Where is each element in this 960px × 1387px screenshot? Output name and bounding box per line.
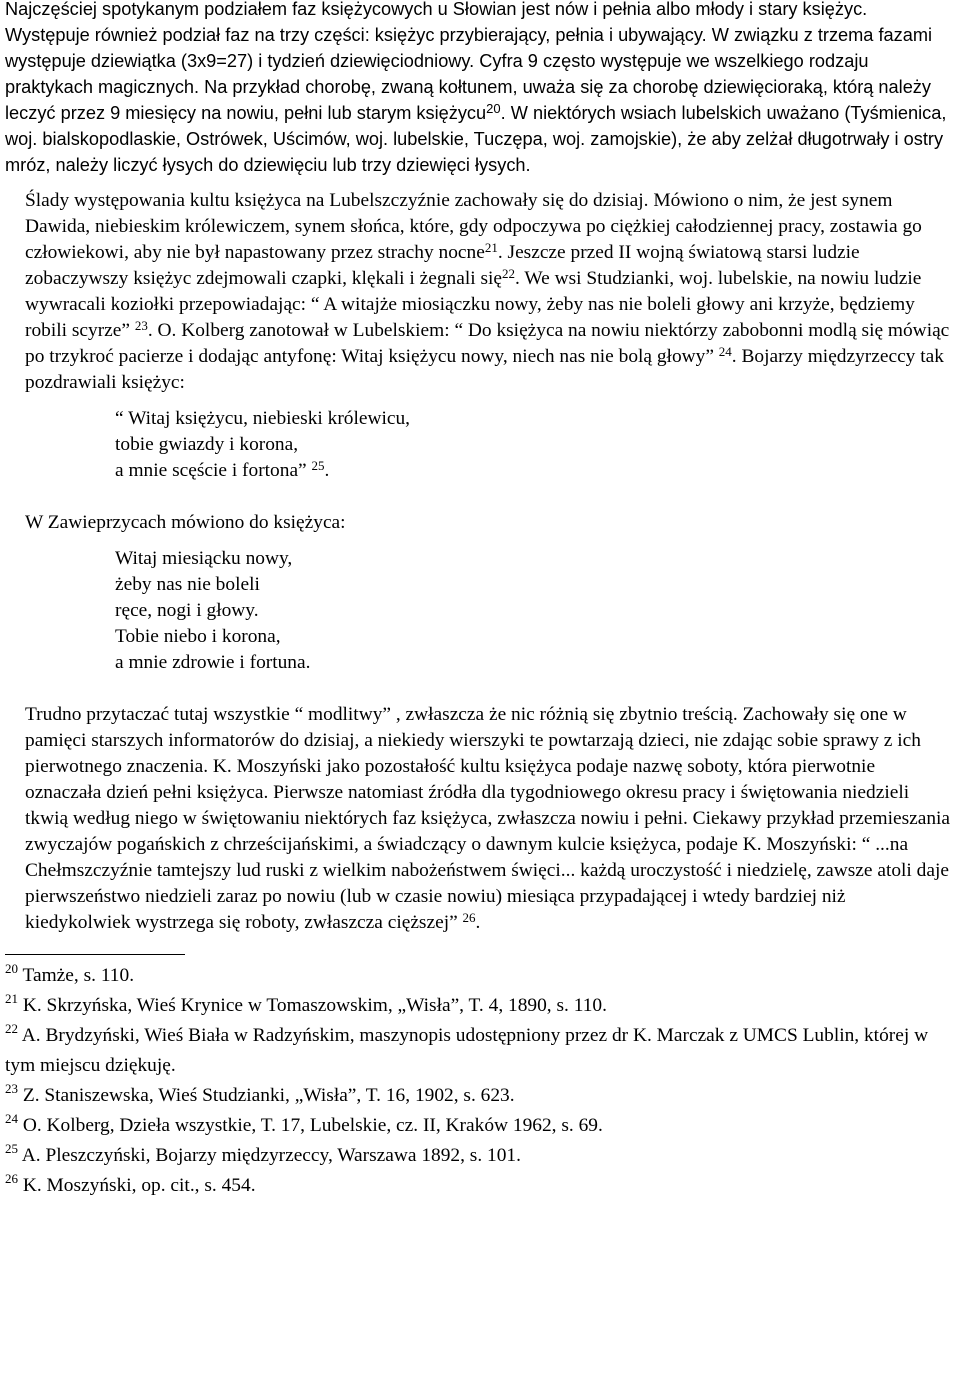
footnote-ref-21[interactable]: 21 [484,240,498,255]
paragraph-text: . W niektórych wsiach lubelskich uważano (Tyśmienica, woj. bialskopodlaskie, Ostrówek, Uścimów, woj. lubelskie, Tuczępa, woj. zamojskie), że aby zelżał długotrwały i ostry mróz, należy liczyć łysych do dziewięciu lub trzy dziewięci łysych. [5,103,947,175]
paragraph-text: Najczęściej spotykanym podziałem faz księżycowych u Słowian jest nów i pełnia albo młody i stary księżyc. Występuje również podział faz na trzy części: księżyc przybierający, pełnia i ubywający. W związku z trzema fazami występuje dziewiątka (3x9=27) i tydzień dziewięciodniowy. Cyfra 9 często występuje we wszelkiego rodzaju praktykach magicznych. Na przykład chorobę, zwaną kołtunem, uważa się za chorobę dziewięcioraką, którą należy leczyć przez 9 miesięcy na nowiu, pełni lub starym księżycu [5,0,933,123]
footnote-ref-23[interactable]: 23 [134,318,148,333]
verse-line-end: . [324,460,330,481]
footnote-number: 26 [5,1171,18,1186]
footnotes-list [5,961,954,1201]
footnote-ref-22[interactable]: 22 [502,266,516,281]
verse-line: tobie gwiazdy i korona, [115,434,299,455]
paragraph-zawieprzyce: W Zawieprzycach mówiono do księżyca: [25,512,346,533]
footnote-22 [5,1021,954,1081]
paragraph-text: Ślady występowania kultu księżyca na Lubelszczyźnie zachowały się do dzisiaj. Mówiono o nim, że jest synem Dawida, niebieskim królewiczem, synem słońca, które, gdy odpoczywa po ciężkiej całodziennej pracy, zostawia go człowiekowi, aby nie był napastowany przez strachy nocne [25,190,922,263]
verse-line: ręce, nogi i głowy. [115,600,259,621]
verse-greeting-zawieprzyce [5,546,954,676]
footnote-text: A. Pleszczyński, Bojarzy międzyrzeccy, Warszawa 1892, s. 101. [18,1145,521,1166]
footnote-text: A. Brydzyński, Wieś Biała w Radzyńskim, maszynopis udostępniony przez dr K. Marczak z UMCS Lublin, której w tym miejscu dziękuję. [5,1025,929,1076]
paragraph-text: . O. Kolberg zanotował w Lubelskiem: “ Do księżyca na nowiu niektórzy zabobonni modlą się mówiąc po trzykroć pacierze i dodając antyfonę: Witaj księżycu nowy, niech nas nie bolą głowy” [25,320,950,367]
footnote-ref-26[interactable]: 26 [462,910,476,925]
footnote-23 [5,1081,954,1111]
paragraph-text: . Bojarzy międzyrzeccy tak pozdrawiali księżyc: [25,346,944,393]
footnote-text: Tamże, s. 110. [18,965,135,986]
paragraph-text: Trudno przytaczać tutaj wszystkie “ modlitwy” , zwłaszcza że nic różnią się zbytnio treścią. Zachowały się one w pamięci starszych informatorów do dzisiaj, a niekiedy wierszyki te powtarzają dzieci, nie zdając sobie sprawy z ich pierwotnego znaczenia. K. Moszyński jako pozostałość kultu księżyca podaje nazwę soboty, która pierwotnie oznaczała dzień pełni księżyca. Pierwsze natomiast źródła dla tygodniowego okresu pracy i świętowania niedzieli tkwią według niego w świętowaniu niektórych faz księżyca, zwłaszcza nowiu i pełni. Ciekawy przykład przemieszania zwyczajów pogańskich z chrześcijańskimi, a świadczący o dawnym kulcie księżyca, podaje K. Moszyński: “ ...na Chełmszczyźnie tamtejszy lud ruski z wielkim nabożeństwem święci... każdą uroczystość i niedzielę, zawsze atoli daje pierwszeństwo niedzieli zaraz po nowiu (lub w czasie nowiu) miesiąca przypadającej i wtedy bardziej niż kiedykolwiek wystrzega się roboty, zwłaszcza cięższej” [25,704,951,933]
paragraph-text: . We wsi Studzianki, woj. lubelskie, na nowiu ludzie wywracali koziołki przepowiadając: “ A witajże miosiączku nowy, żeby nas nie boleli głowy ani krzyże, będziemy robili scyrze” [25,268,922,341]
paragraph-text: . Jeszcze przed II wojną światową starsi ludzie zobaczywszy księżyc zdejmowali czapki, klękali i żegnali się [25,242,860,289]
verse-greeting-bojarzy [5,406,954,484]
footnote-number: 25 [5,1141,18,1156]
footnote-number: 22 [5,1021,18,1036]
footnote-text: K. Moszyński, op. cit., s. 454. [18,1175,256,1196]
footnote-number: 24 [5,1111,18,1126]
verse-line: Witaj miesiącku nowy, [115,548,293,569]
footnote-ref-24[interactable]: 24 [718,344,732,359]
verse-line-text: a mnie scęście i fortona” [115,460,312,481]
verse-line: żeby nas nie boleli [115,574,260,595]
footnote-text: Z. Staniszewska, Wieś Studzianki, „Wisła”, T. 16, 1902, s. 623. [18,1085,515,1106]
verse-line [115,458,954,484]
footnote-ref-20[interactable]: 20 [486,101,501,116]
paragraph-text: . [475,912,481,933]
verse-line: a mnie zdrowie i fortuna. [115,652,311,673]
footnote-24 [5,1111,954,1141]
verse-line: Tobie niebo i korona, [115,626,281,647]
paragraph-moon-cult [5,188,954,396]
paragraph-moon-phases [5,0,954,178]
footnote-number: 20 [5,961,18,976]
footnote-21 [5,991,954,1021]
footnote-25 [5,1141,954,1171]
footnote-ref-25[interactable]: 25 [311,458,325,473]
footnote-text: O. Kolberg, Dzieła wszystkie, T. 17, Lubelskie, cz. II, Kraków 1962, s. 69. [18,1115,603,1136]
footnote-divider [5,954,185,955]
verse-line: “ Witaj księżycu, niebieski królewicu, [115,408,411,429]
footnote-number: 21 [5,991,18,1006]
paragraph-prayers [5,702,954,936]
footnote-20 [5,961,954,991]
footnote-number: 23 [5,1081,18,1096]
footnote-26 [5,1171,954,1201]
footnote-text: K. Skrzyńska, Wieś Krynice w Tomaszowskim, „Wisła”, T. 4, 1890, s. 110. [18,995,607,1016]
